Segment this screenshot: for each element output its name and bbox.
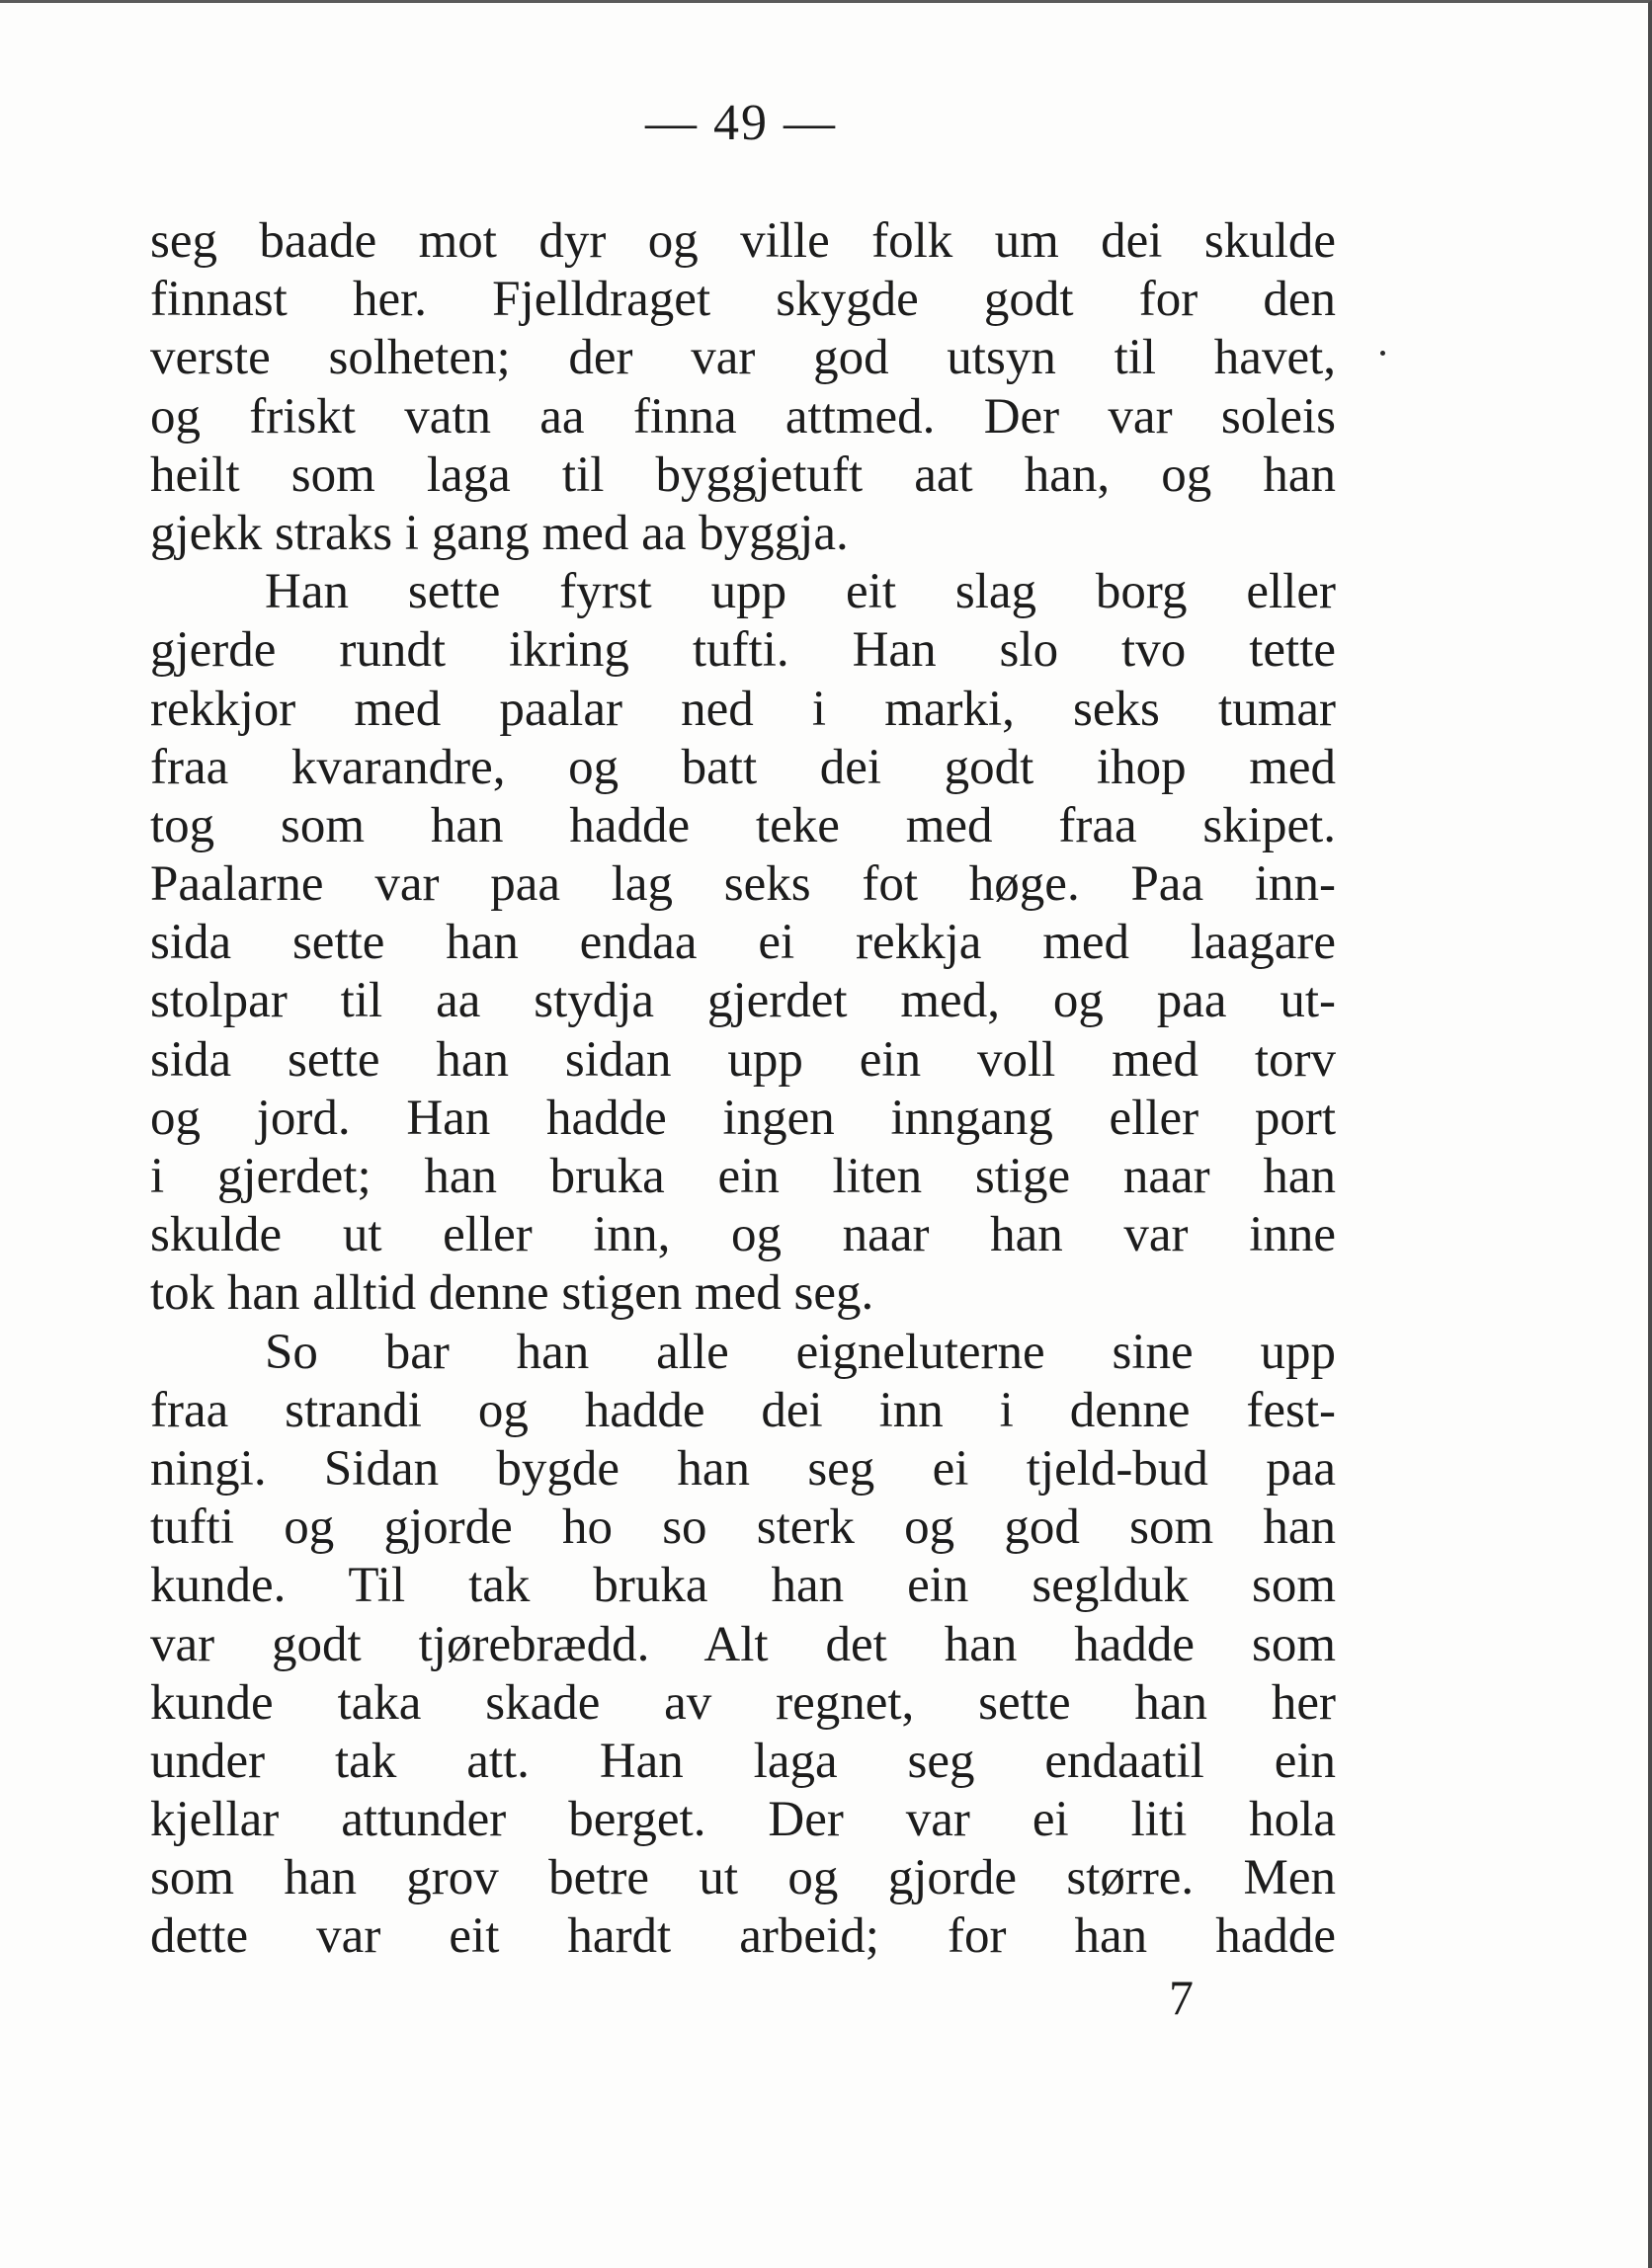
text-line: i gjerdet; han bruka ein liten stige naar han [150,1149,1336,1204]
text-line: Han sette fyrst upp eit slag borg eller [265,564,1336,620]
text-line: sida sette han sidan upp ein voll med torv [150,1031,1336,1088]
text-line: kunde taka skade av regnet, sette han her [150,1674,1336,1731]
text-line: fraa strandi og hadde dei inn i denne fest- [150,1382,1336,1438]
text-line: So bar han alle eigneluterne sine upp [265,1324,1336,1380]
text-line: tog som han hadde teke med fraa skipet. [150,797,1336,853]
text-line: var godt tjørebrædd. Alt det han hadde som [150,1616,1336,1672]
text-line: heilt som laga til byggjetuft aat han, og han [150,446,1336,503]
text-line: sida sette han endaa ei rekkja med laagare [150,915,1336,971]
text-line: og jord. Han hadde ingen inngang eller port [150,1090,1336,1146]
signature-mark: 7 [1169,1970,1194,2025]
text-line: kunde. Til tak bruka han ein seglduk som [150,1558,1336,1614]
text-line: Paalarne var paa lag seks fot høge. Paa inn- [150,856,1336,913]
text-line: gjerde rundt ikring tufti. Han slo tvo tette [150,622,1336,679]
text-line: fraa kvarandre, og batt dei godt ihop med [150,739,1336,795]
page-number: — 49 — [645,95,837,151]
text-line: tok han alltid denne stigen med seg. [150,1265,874,1322]
text-line: under tak att. Han laga seg endaatil ein [150,1733,1336,1789]
text-line: og friskt vatn aa finna attmed. Der var soleis [150,388,1336,445]
text-line: dette var eit hardt arbeid; for han hadde [150,1908,1336,1965]
ink-speck [1380,351,1385,356]
text-line: gjekk straks i gang med aa byggja. [150,505,849,561]
text-line: ningi. Sidan bygde han seg ei tjeld-bud paa [150,1440,1336,1497]
text-line: rekkjor med paalar ned i marki, seks tumar [150,681,1336,737]
text-line: seg baade mot dyr og ville folk um dei skulde [150,213,1336,269]
body-text [150,212,1336,1967]
text-line: tufti og gjorde ho so sterk og god som han [150,1499,1336,1556]
text-line: stolpar til aa stydja gjerdet med, og paa ut- [150,973,1336,1029]
text-line: skulde ut eller inn, og naar han var inne [150,1207,1336,1263]
text-line: finnast her. Fjelldraget skygde godt for den [150,272,1336,328]
text-line: som han grov betre ut og gjorde større. Men [150,1850,1336,1906]
text-line: verste solheten; der var god utsyn til havet, [150,330,1336,386]
text-line: kjellar attunder berget. Der var ei liti hola [150,1792,1336,1848]
